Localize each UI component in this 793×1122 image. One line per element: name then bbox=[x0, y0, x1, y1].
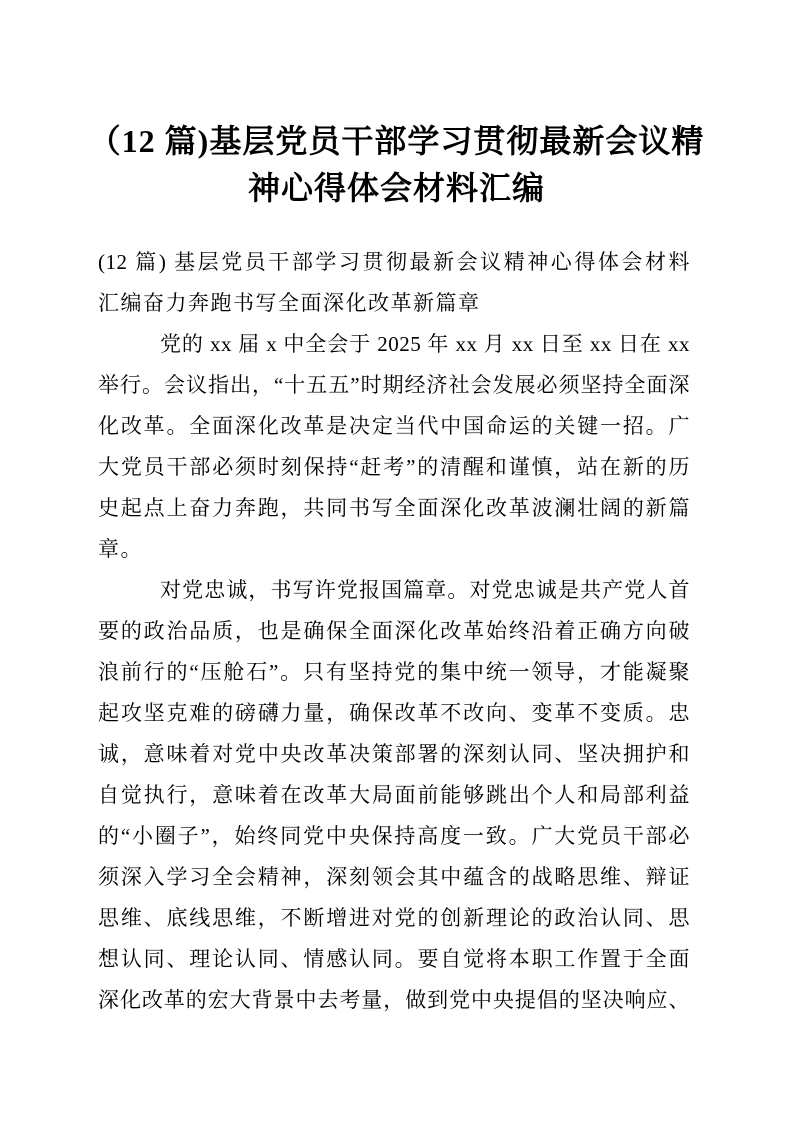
body-line-4: 举行。会议指出，“十五五”时期经济社会发展必须坚持全面深 bbox=[98, 373, 690, 397]
body-line-11: 浪前行的“压舱石”。只有坚持党的集中统一领导，才能凝聚 bbox=[98, 660, 690, 684]
body-line-15: 的“小圈子”，始终同党中央保持高度一致。广大党员干部必 bbox=[98, 824, 690, 848]
body-line-10: 要的政治品质，也是确保全面深化改革始终沿着正确方向破 bbox=[98, 619, 690, 643]
body-line-8: 章。 bbox=[98, 537, 143, 561]
body-line-3: 党的 xx 届 x 中全会于 2025 年 xx 月 xx 日至 xx 日在 xx bbox=[160, 332, 690, 356]
document-title bbox=[0, 118, 793, 212]
body-line-13: 诚，意味着对党中央改革决策部署的深刻认同、坚决拥护和 bbox=[98, 742, 690, 766]
body-line-6: 大党员干部必须时刻保持“赶考”的清醒和谨慎，站在新的历 bbox=[98, 455, 690, 479]
body-line-16: 须深入学习全会精神，深刻领会其中蕴含的战略思维、辩证 bbox=[98, 865, 690, 889]
body-line-14: 自觉执行，意味着在改革大局面前能够跳出个人和局部利益 bbox=[98, 783, 690, 807]
body-line-18: 想认同、理论认同、情感认同。要自觉将本职工作置于全面 bbox=[98, 947, 690, 971]
body-line-1: (12 篇) 基层党员干部学习贯彻最新会议精神心得体会材料 bbox=[98, 250, 690, 274]
body-line-5: 化改革。全面深化改革是决定当代中国命运的关键一招。广 bbox=[98, 414, 690, 438]
body-line-17: 思维、底线思维，不断增进对党的创新理论的政治认同、思 bbox=[98, 906, 690, 930]
title-line-2: 神心得体会材料汇编 bbox=[247, 170, 545, 206]
title-line-1: （12 篇)基层党员干部学习贯彻最新会议精 bbox=[88, 123, 705, 159]
body-line-19: 深化改革的宏大背景中去考量，做到党中央提倡的坚决响应、 bbox=[98, 988, 690, 1012]
document-body bbox=[98, 242, 690, 1021]
body-line-2: 汇编奋力奔跑书写全面深化改革新篇章 bbox=[98, 291, 481, 315]
body-line-12: 起攻坚克难的磅礴力量，确保改革不改向、变革不变质。忠 bbox=[98, 701, 690, 725]
body-line-7: 史起点上奋力奔跑，共同书写全面深化改革波澜壮阔的新篇 bbox=[98, 496, 690, 520]
body-line-9: 对党忠诚，书写许党报国篇章。对党忠诚是共产党人首 bbox=[160, 578, 690, 602]
